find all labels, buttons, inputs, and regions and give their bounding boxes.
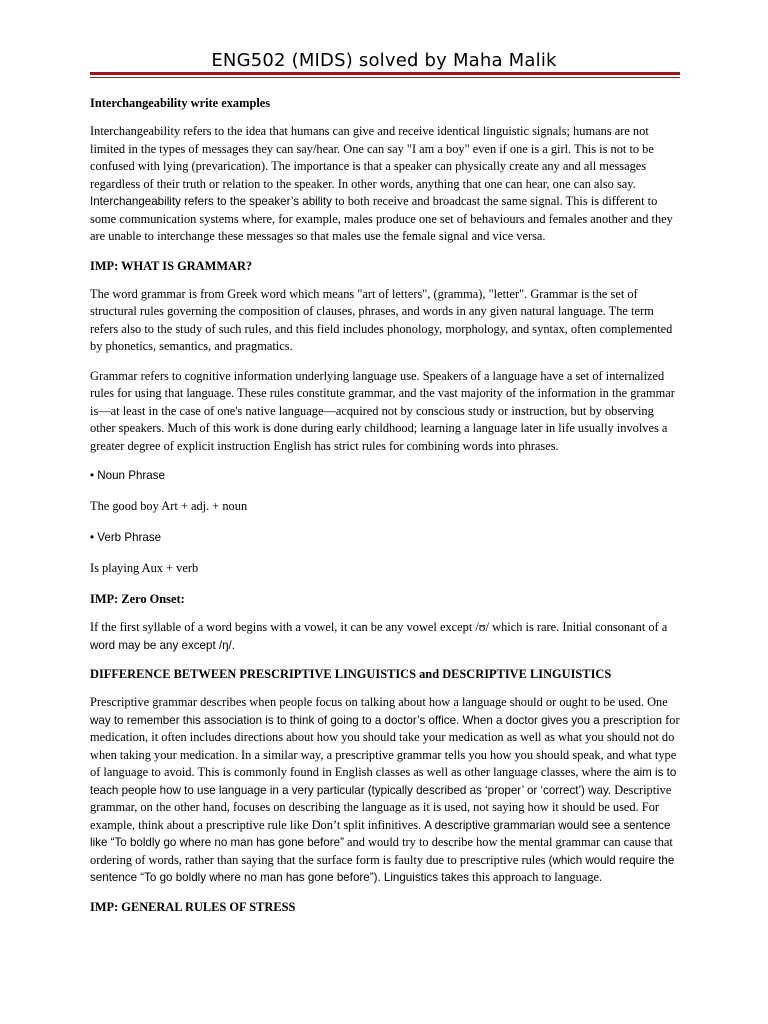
- paragraph-difference: [90, 694, 682, 887]
- paragraph-text: way to remember this association is to think of going to a doctor’s office. When a doctor gives you a: [90, 713, 600, 727]
- paragraph-text: If the first syllable of a word begins with a vowel, it can be any vowel except /ʊ/ which is rare. Initial consonant of a: [90, 620, 668, 634]
- heading-interchangeability: Interchangeability write examples: [90, 96, 271, 110]
- header-rule-thin: [90, 77, 680, 78]
- bullet-noun-phrase: • Noun Phrase: [90, 469, 165, 482]
- paragraph-text: Interchangeability refers to the idea that humans can give and receive identical linguistic signals; humans are not limited in the types of messages they can say/hear. One can say "I am a boy" even if one is a girl. This is not to be confused with lying (prevarication). The importance is that a speaker can physically create any and all messages regardless of their truth or relation to the speaker. In other words, anything that one can hear, one can also say.: [90, 124, 654, 191]
- heading-stress: IMP: GENERAL RULES OF STRESS: [90, 899, 296, 914]
- paragraph-text: Interchangeability refers to the speaker’s ability: [90, 195, 332, 208]
- paragraph-text: word may be any except /ŋ/.: [90, 638, 235, 652]
- paragraph-text: prescription for medication, it often includes directions about how you should take your medication as well as what you should not do when taking your medication. In a similar way, a prescriptive grammar tells you how you should speak, and what type of language to avoid. This is commonly found in English classes as well as other language classes, where the: [90, 712, 680, 779]
- heading-grammar: IMP: WHAT IS GRAMMAR?: [90, 258, 253, 273]
- paragraph-text: this approach to language.: [468, 870, 603, 884]
- example-verb-phrase: Is playing Aux + verb: [90, 561, 199, 575]
- paragraph-text: A descriptive grammarian would see a sentence like “To boldly go where no man has gone before”: [90, 818, 671, 849]
- header-rule-thick: [90, 72, 680, 75]
- example-noun-phrase: The good boy Art + adj. + noun: [90, 499, 248, 513]
- heading-difference: DIFFERENCE BETWEEN PRESCRIPTIVE LINGUISTICS and DESCRIPTIVE LINGUISTICS: [90, 667, 612, 681]
- paragraph-text: Prescriptive grammar describes when people focus on talking about how a language should or ought to be used. One: [90, 695, 668, 709]
- paragraph-text: (which would require the sentence “To go boldly where no man has gone before”). Linguistics takes: [90, 853, 675, 884]
- heading-zero-onset: IMP: Zero Onset:: [90, 592, 185, 606]
- paragraph-text: aim is to teach people how to use language in a very particular (typically described as ‘proper’ or ‘correct’) way.: [90, 766, 677, 797]
- paragraph-interchangeability: [90, 123, 682, 246]
- paragraph-text: to both receive and broadcast the same signal. This is different to some communication systems where, for example, males produce one set of behaviours and females another and they are unable to interchange these messages so that males use the female signal and vice versa.: [90, 194, 673, 243]
- paragraph-grammar-2: Grammar refers to cognitive information underlying language use. Speakers of a language have a set of internalized rules for using that language. These rules constitute grammar, and the vast majority of the information in the grammar is—at least in the case of one's native language—acquired not by conscious study or instruction, but by observing other speakers. Much of this work is done during early childhood; learning a language later in life usually involves a greater degree of explicit instruction English has strict rules for combining words into phrases.: [90, 368, 675, 453]
- paragraph-text: and would try to describe how the mental grammar can cause that ordering of words, rather than saying that the surface form is faulty due to prescriptive rules: [90, 835, 673, 867]
- paragraph-text: Descriptive grammar, on the other hand, focuses on describing the language as it is used, not saying how it should be used. For example, think about a prescriptive rule like Don’t split infinitives.: [90, 782, 672, 832]
- paragraph-grammar-1: The word grammar is from Greek word which means "art of letters", (gramma), "letter". Grammar is the set of structural rules governing the composition of clauses, phrases, and words in any given natural language. The term refers also to the study of such rules, and this field includes phonology, morphology, and syntax, often complemented by phonetics, semantics, and pragmatics.: [90, 286, 673, 353]
- document-body: [90, 95, 682, 927]
- paragraph-zero-onset: [90, 619, 682, 654]
- bullet-verb-phrase: • Verb Phrase: [90, 531, 162, 544]
- page-header-title: ENG502 (MIDS) solved by Maha Malik: [211, 50, 557, 71]
